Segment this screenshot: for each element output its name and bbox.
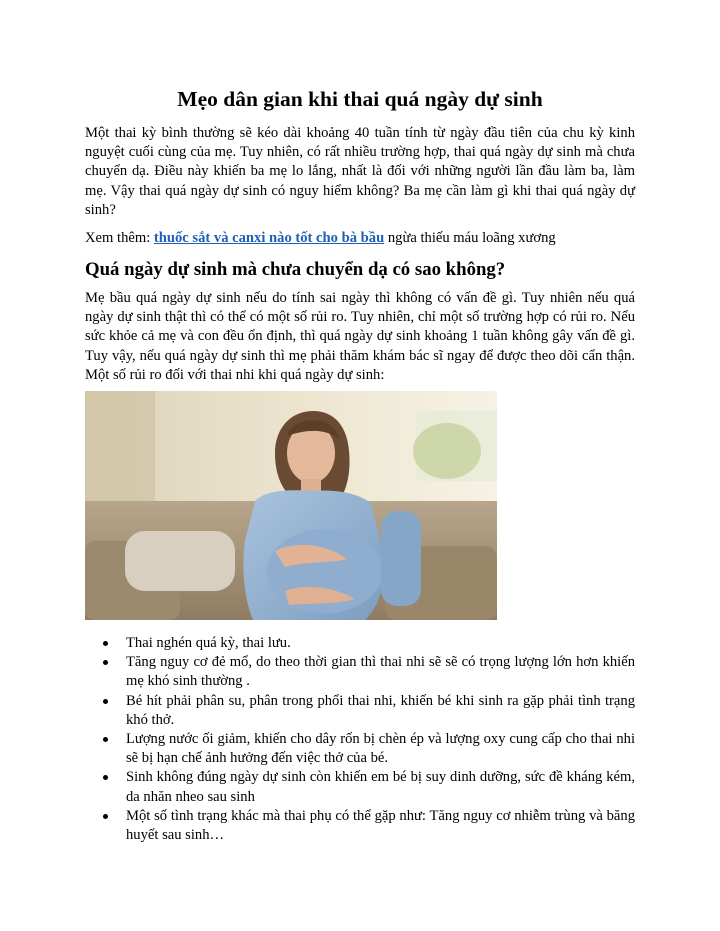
see-also-line [85,229,635,248]
list-item-text: Lượng nước ối giảm, khiến cho dây rốn bị chèn ép và lượng oxy cung cấp cho thai nhi sẽ bị hạn chế ảnh hưởng đến việc thở của bé. [126,731,635,767]
bullet-icon [103,699,108,704]
list-item [85,692,635,730]
section-paragraph: Mẹ bầu quá ngày dự sinh nếu do tính sai ngày thì không có vấn đề gì. Tuy nhiên nếu quá ngày dự sinh thật thì có thể có một số rủi ro. Tuy nhiên, chỉ một số trường hợp có rủi ro. Nếu sức khỏe cả mẹ và con đều ổn định, thì quá ngày dự sinh khoảng 1 tuần không gây vấn đề gì. Tuy vậy, nếu quá ngày dự sinh thì mẹ phải thăm khám bác sĩ ngay để được theo dõi cẩn thận. Một số rủi ro đối với thai nhi khi quá ngày dự sinh: [85,290,635,383]
list-item [85,653,635,691]
list-item-text: Bé hít phải phân su, phân trong phổi thai nhi, khiến bé khi sinh ra gặp phải tình trạng khó thở. [126,692,635,728]
page-title: Mẹo dân gian khi thai quá ngày dự sinh [177,87,543,111]
bullet-icon [103,641,108,646]
bullet-icon [103,660,108,665]
risk-list [85,634,635,845]
see-also-prefix: Xem thêm: [85,230,154,246]
list-item-text: Một số tình trạng khác mà thai phụ có thể gặp như: Tăng nguy cơ nhiễm trùng và băng huyết sau sinh… [126,807,635,844]
see-also-link[interactable]: thuốc sắt và canxi nào tốt cho bà bầu [153,230,385,246]
see-also-suffix: ngừa thiếu máu loãng xương [384,230,556,246]
list-item-text: Sinh không đúng ngày dự sinh còn khiến em bé bị suy dinh dưỡng, sức đề kháng kém, da nhăn nheo sau sinh [126,769,635,805]
pregnant-woman-photo [85,391,497,620]
bullet-icon [103,737,108,742]
list-item [85,807,635,845]
intro-paragraph: Một thai kỳ bình thường sẽ kéo dài khoảng 40 tuần tính từ ngày đầu tiên của chu kỳ kinh nguyệt cuối cùng của mẹ. Tuy nhiên, có rất nhiều trường hợp, thai quá ngày dự sinh mà chưa chuyển dạ. Điều này khiến ba mẹ lo lắng, nhất là đối với những người lần đầu làm ba, làm mẹ. Vậy thai quá ngày dự sinh có nguy hiểm không? Ba mẹ cần làm gì khi thai quá ngày dự sinh? [85,125,635,218]
bullet-icon [103,775,108,780]
bullet-icon [103,814,108,819]
list-item [85,768,635,806]
list-item-text: Thai nghén quá kỳ, thai lưu. [126,635,291,651]
list-item [85,634,635,653]
list-item-text: Tăng nguy cơ đẻ mổ, do theo thời gian thì thai nhi sẽ sẽ có trọng lượng lớn hơn khiến mẹ khó sinh thường . [126,654,635,690]
section-heading: Quá ngày dự sinh mà chưa chuyển dạ có sao không? [85,259,506,280]
list-item [85,730,635,768]
